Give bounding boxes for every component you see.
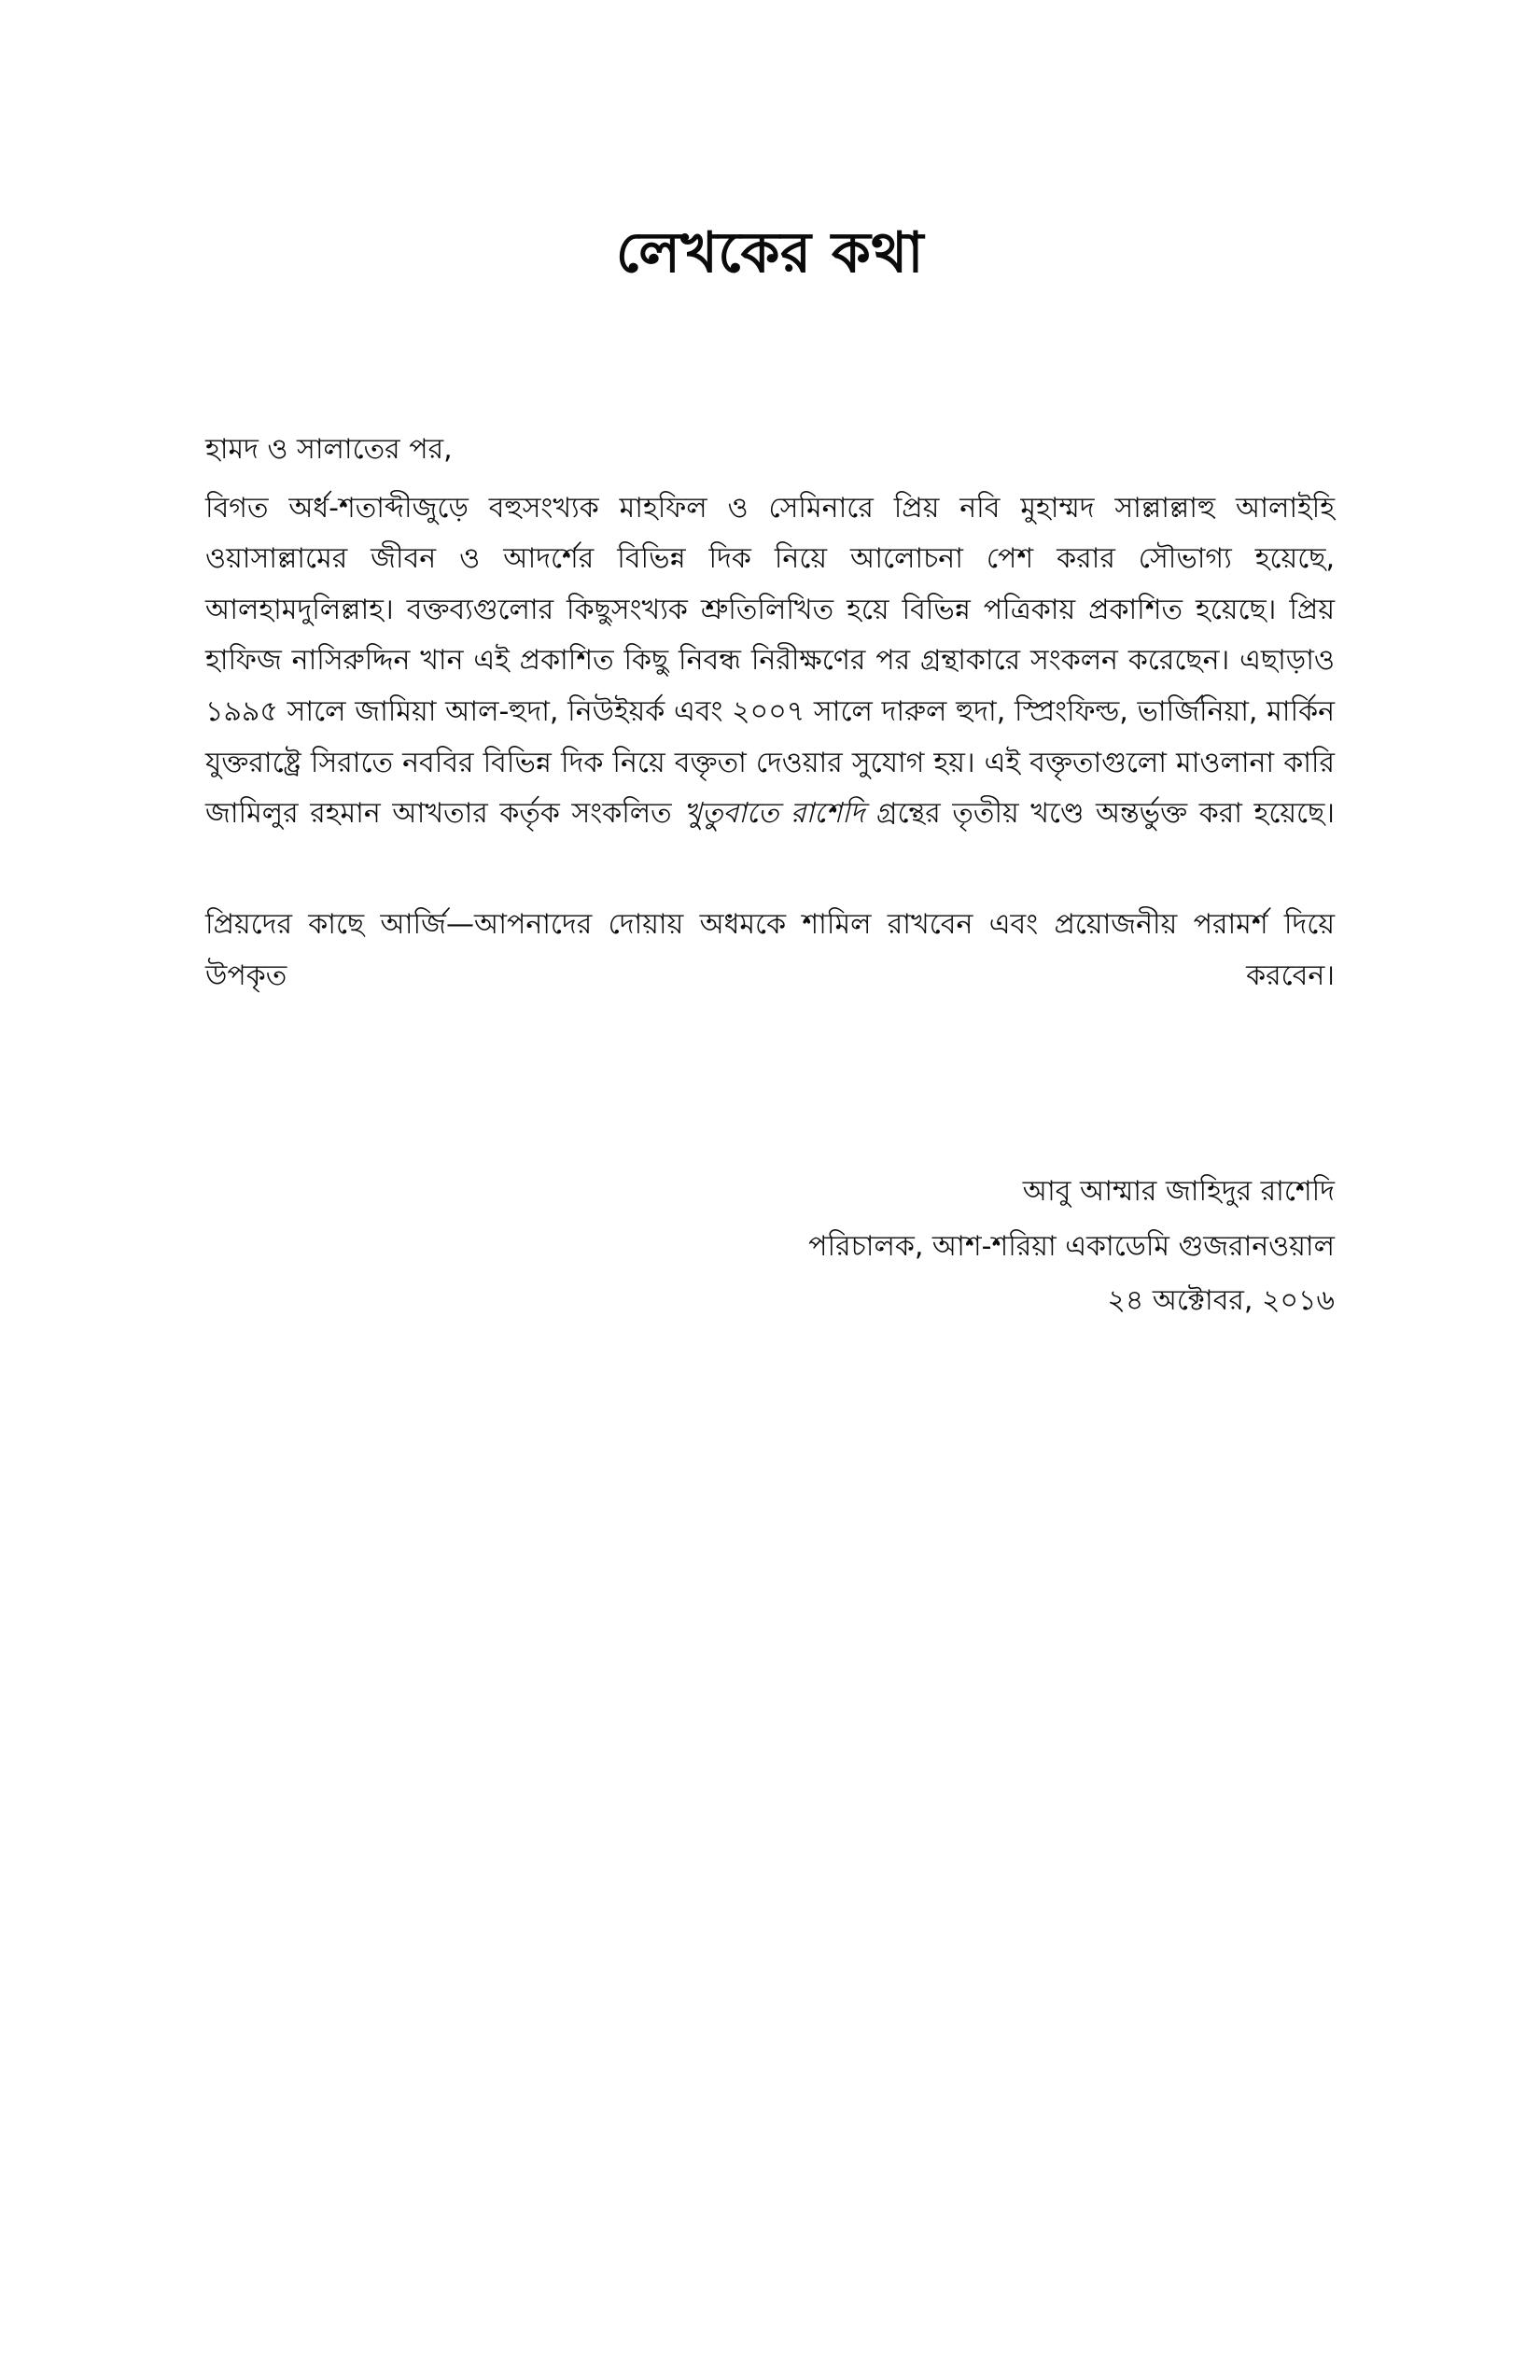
salutation-line: হামদ ও সালাতের পর,	[205, 433, 453, 466]
main-paragraph	[205, 483, 1335, 891]
main-paragraph-part-two: গ্রন্থের তৃতীয় খণ্ডে অন্তর্ভুক্ত করা হয়েছে।	[864, 797, 1336, 831]
signature-block	[205, 1165, 1335, 1329]
book-title-italic: খুতুবাতে রাশেদি	[683, 797, 865, 831]
document-body	[205, 303, 1335, 1329]
page-title: লেখকের কথা	[615, 220, 925, 286]
closing-paragraph: প্রিয়দের কাছে আর্জি—আপনাদের দোয়ায় অধমকে শামিল রাখবেন এবং প্রয়োজনীয় পরামর্শ দিয়ে উপকৃত করবেন।	[205, 908, 1335, 992]
main-paragraph-part-one: বিগত অর্ধ-শতাব্দীজুড়ে বহুসংখ্যক মাহফিল ও সেমিনারে প্রিয় নবি মুহাম্মদ সাল্লাল্লাহু আলাইহি ওয়াসাল্লামের জীবন ও আদর্শের বিভিন্ন দিক নিয়ে আলোচনা পেশ করার সৌভাগ্য হয়েছে, আলহামদুলিল্লাহ। বক্তব্যগুলোর কিছুসংখ্যক শ্রুতিলিখিত হয়ে বিভিন্ন পত্রিকায় প্রকাশিত হয়েছে। প্রিয় হাফিজ নাসিরুদ্দিন খান এই প্রকাশিত কিছু নিবন্ধ নিরীক্ষণের পর গ্রন্থাকারে সংকলন করেছেন। এছাড়াও ১৯৯৫ সালে জামিয়া আল-হুদা, নিউইয়র্ক এবং ২০০৭ সালে দারুল হুদা, স্প্রিংফিল্ড, ভার্জিনিয়া, মার্কিন যুক্তরাষ্ট্রে সিরাতে নববির বিভিন্ন দিক নিয়ে বক্তৃতা দেওয়ার সুযোগ হয়। এই বক্তৃতাগুলো মাওলানা কারি জামিলুর রহমান আখতার কর্তৃক সংকলিত	[205, 491, 1335, 831]
signature-author-name: আবু আম্মার জাহিদুর রাশেদি	[1022, 1175, 1335, 1209]
signature-date: ২৪ অক্টোবর, ২০১৬	[1107, 1284, 1335, 1318]
signature-designation: পরিচালক, আশ-শরিয়া একাডেমি গুজরানওয়াল	[808, 1229, 1335, 1263]
